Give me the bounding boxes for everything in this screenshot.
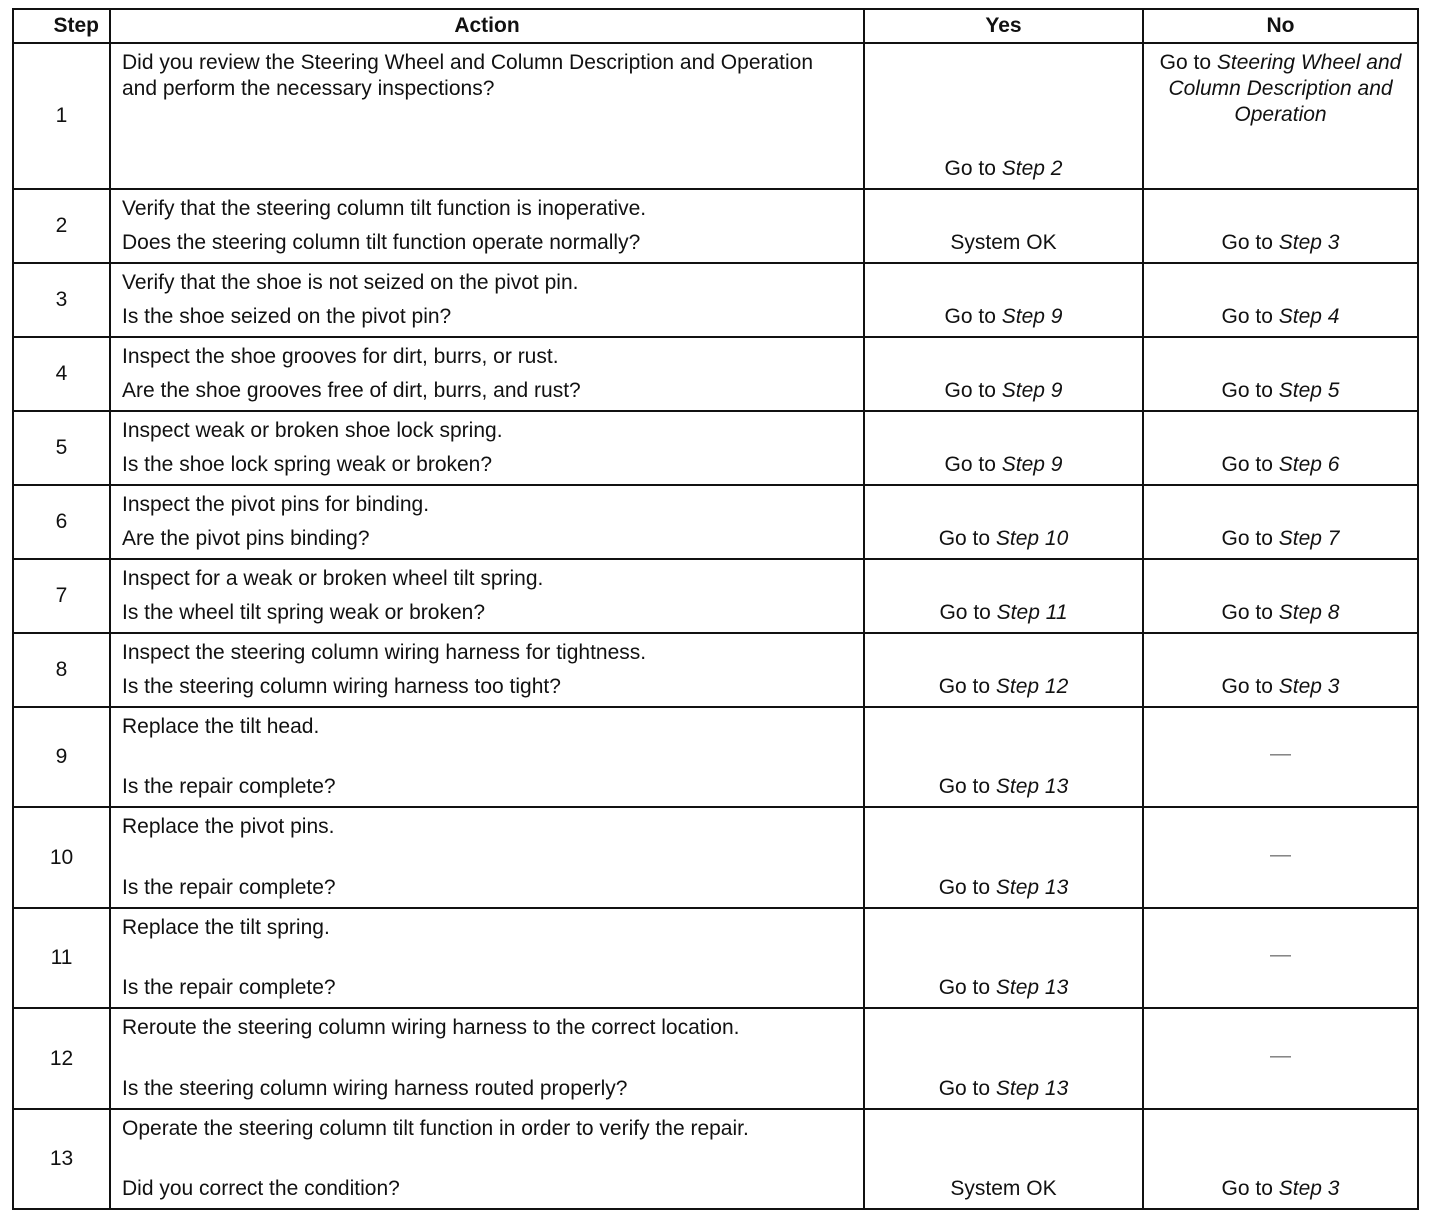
step-reference: Step 13 xyxy=(995,876,1069,899)
no-result: Go to Step 8 xyxy=(1221,601,1340,624)
no-cell xyxy=(1143,189,1418,263)
step-number: 7 xyxy=(13,559,110,633)
action-text: Operate the steering column tilt function in order to verify the repair. xyxy=(122,1117,749,1140)
action-cell xyxy=(110,263,864,337)
action-text: Verify that the steering column tilt function is inoperative. xyxy=(122,197,647,220)
no-result: Go to Step 3 xyxy=(1221,1177,1340,1200)
diagnostic-table xyxy=(12,8,1419,1210)
yes-cell xyxy=(864,807,1143,908)
action-cell xyxy=(110,908,864,1008)
yes-result: Go to Step 9 xyxy=(944,379,1063,402)
no-cell xyxy=(1143,43,1418,189)
no-cell xyxy=(1143,559,1418,633)
no-result: Go to Step 4 xyxy=(1221,305,1340,328)
table-row xyxy=(13,1008,1418,1109)
no-cell xyxy=(1143,633,1418,707)
header-action: Action xyxy=(110,9,864,43)
question-text: Is the steering column wiring harness too tight? xyxy=(122,675,561,698)
yes-cell xyxy=(864,1109,1143,1209)
no-result: Go to Steering Wheel and Column Description and Operation xyxy=(1159,51,1402,126)
step-reference: Step 3 xyxy=(1278,1177,1340,1200)
header-yes: Yes xyxy=(864,9,1143,43)
step-reference: Step 13 xyxy=(995,976,1069,999)
yes-result: Go to Step 13 xyxy=(938,1077,1069,1100)
table-row xyxy=(13,559,1418,633)
table-row xyxy=(13,1109,1418,1209)
yes-result: Go to Step 10 xyxy=(938,527,1069,550)
step-reference: Steering Wheel and Column Description and Operation xyxy=(1168,51,1402,126)
table-row xyxy=(13,189,1418,263)
no-result: Go to Step 7 xyxy=(1221,527,1340,550)
action-cell xyxy=(110,707,864,807)
action-text: Did you review the Steering Wheel and Column Description and Operation and perform the necessary inspections? xyxy=(122,51,814,100)
step-reference: Step 9 xyxy=(1001,453,1063,476)
no-result: Go to Step 3 xyxy=(1221,231,1340,254)
table-row xyxy=(13,707,1418,807)
step-number: 2 xyxy=(13,189,110,263)
header-no: No xyxy=(1143,9,1418,43)
step-number: 6 xyxy=(13,485,110,559)
question-text: Is the shoe seized on the pivot pin? xyxy=(122,305,452,328)
action-text: Replace the pivot pins. xyxy=(122,815,335,838)
yes-result: Go to Step 9 xyxy=(944,305,1063,328)
yes-cell xyxy=(864,1008,1143,1109)
question-text: Is the steering column wiring harness routed properly? xyxy=(122,1077,628,1100)
no-cell xyxy=(1143,411,1418,485)
action-text: Replace the tilt spring. xyxy=(122,916,330,939)
step-reference: Step 7 xyxy=(1278,527,1340,550)
action-cell xyxy=(110,807,864,908)
step-number: 12 xyxy=(13,1008,110,1109)
question-text: Are the pivot pins binding? xyxy=(122,527,370,550)
step-reference: Step 5 xyxy=(1278,379,1340,402)
yes-result: Go to Step 2 xyxy=(944,157,1063,180)
step-reference: Step 13 xyxy=(995,775,1069,798)
step-number: 9 xyxy=(13,707,110,807)
action-text: Inspect the shoe grooves for dirt, burrs, or rust. xyxy=(122,345,559,368)
action-cell xyxy=(110,633,864,707)
action-text: Reroute the steering column wiring harness to the correct location. xyxy=(122,1016,740,1039)
step-reference: Step 8 xyxy=(1278,601,1340,624)
step-reference: Step 12 xyxy=(995,675,1069,698)
action-cell xyxy=(110,411,864,485)
yes-cell xyxy=(864,633,1143,707)
action-cell xyxy=(110,337,864,411)
no-cell xyxy=(1143,263,1418,337)
question-text: Is the shoe lock spring weak or broken? xyxy=(122,453,493,476)
action-cell xyxy=(110,1109,864,1209)
step-number: 5 xyxy=(13,411,110,485)
yes-cell xyxy=(864,707,1143,807)
action-cell xyxy=(110,1008,864,1109)
step-reference: Step 4 xyxy=(1278,305,1340,328)
step-reference: Step 11 xyxy=(996,601,1068,624)
action-text: Inspect for a weak or broken wheel tilt spring. xyxy=(122,567,544,590)
yes-result: Go to Step 13 xyxy=(938,876,1069,899)
step-number: 4 xyxy=(13,337,110,411)
yes-result: System OK xyxy=(950,1177,1057,1200)
no-cell xyxy=(1143,337,1418,411)
action-cell xyxy=(110,189,864,263)
question-text: Are the shoe grooves free of dirt, burrs, and rust? xyxy=(122,379,581,402)
yes-cell xyxy=(864,411,1143,485)
no-result: — xyxy=(1270,1043,1291,1067)
step-reference: Step 9 xyxy=(1001,379,1063,402)
yes-result: Go to Step 13 xyxy=(938,775,1069,798)
action-text: Verify that the shoe is not seized on the pivot pin. xyxy=(122,271,579,294)
no-result: — xyxy=(1270,842,1291,866)
question-text: Is the repair complete? xyxy=(122,775,336,798)
yes-cell xyxy=(864,559,1143,633)
step-number: 11 xyxy=(13,908,110,1008)
yes-cell xyxy=(864,263,1143,337)
no-result: — xyxy=(1270,742,1291,765)
step-reference: Step 9 xyxy=(1001,305,1063,328)
action-cell xyxy=(110,485,864,559)
table-row xyxy=(13,485,1418,559)
no-cell xyxy=(1143,485,1418,559)
yes-result: Go to Step 12 xyxy=(938,675,1069,698)
step-reference: Step 6 xyxy=(1278,453,1340,476)
step-number: 1 xyxy=(13,43,110,189)
no-result: Go to Step 3 xyxy=(1221,675,1340,698)
no-cell xyxy=(1143,1008,1418,1109)
no-result: Go to Step 5 xyxy=(1221,379,1340,402)
table-row xyxy=(13,337,1418,411)
step-reference: Step 3 xyxy=(1278,231,1340,254)
action-text: Inspect the steering column wiring harness for tightness. xyxy=(122,641,647,664)
step-number: 3 xyxy=(13,263,110,337)
yes-cell xyxy=(864,485,1143,559)
action-cell xyxy=(110,559,864,633)
table-row xyxy=(13,263,1418,337)
step-reference: Step 2 xyxy=(1001,157,1063,180)
no-result: Go to Step 6 xyxy=(1221,453,1340,476)
step-number: 10 xyxy=(13,807,110,908)
yes-result: Go to Step 9 xyxy=(944,453,1063,476)
step-number: 8 xyxy=(13,633,110,707)
table-row xyxy=(13,908,1418,1008)
no-cell xyxy=(1143,908,1418,1008)
step-reference: Step 3 xyxy=(1278,675,1340,698)
question-text: Is the repair complete? xyxy=(122,976,336,999)
yes-cell xyxy=(864,43,1143,189)
table-row xyxy=(13,633,1418,707)
yes-cell xyxy=(864,337,1143,411)
header-step: Step xyxy=(13,9,110,43)
table-row xyxy=(13,43,1418,189)
no-cell xyxy=(1143,707,1418,807)
no-result: — xyxy=(1270,943,1291,966)
yes-cell xyxy=(864,908,1143,1008)
step-reference: Step 13 xyxy=(995,1077,1069,1100)
step-number: 13 xyxy=(13,1109,110,1209)
yes-result: Go to Step 13 xyxy=(938,976,1069,999)
action-text: Inspect weak or broken shoe lock spring. xyxy=(122,419,503,442)
question-text: Is the repair complete? xyxy=(122,876,336,899)
no-cell xyxy=(1143,1109,1418,1209)
table-row xyxy=(13,807,1418,908)
yes-result: System OK xyxy=(950,231,1057,254)
question-text: Did you correct the condition? xyxy=(122,1177,400,1200)
yes-cell xyxy=(864,189,1143,263)
yes-result: Go to Step 11 xyxy=(939,601,1068,624)
action-cell xyxy=(110,43,864,189)
question-text: Does the steering column tilt function operate normally? xyxy=(122,231,641,254)
question-text: Is the wheel tilt spring weak or broken? xyxy=(122,601,486,624)
table-row xyxy=(13,411,1418,485)
action-text: Inspect the pivot pins for binding. xyxy=(122,493,430,516)
action-text: Replace the tilt head. xyxy=(122,715,320,738)
no-cell xyxy=(1143,807,1418,908)
step-reference: Step 10 xyxy=(995,527,1069,550)
header-row xyxy=(13,9,1418,43)
